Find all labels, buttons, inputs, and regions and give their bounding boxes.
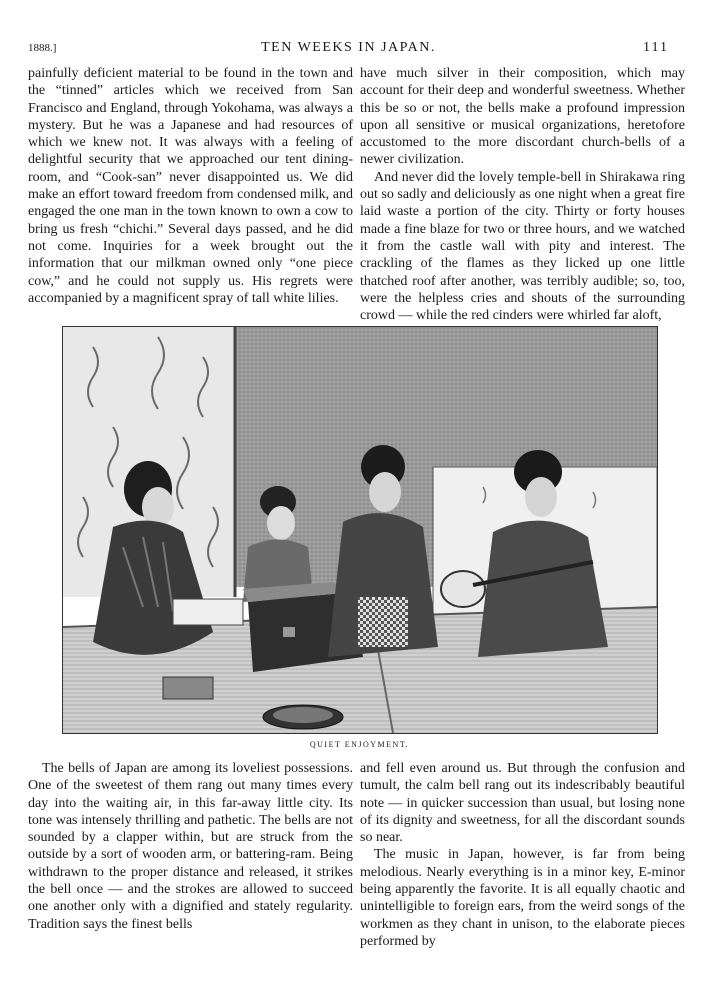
page-header [28, 38, 669, 58]
page-number: 111 [643, 40, 669, 55]
paragraph: The music in Japan, however, is far from being melodious. Nearly everything is in a minor key, E-minor being apparently the favorite. It is all equally chaotic and unintelligible to foreign ears, from the weird songs of the workmen as they chant in unison, to the elaborate pieces performed by [360, 847, 685, 949]
photo-engraving [63, 327, 657, 733]
paragraph: have much silver in their composition, which may account for their deep and wonderful sweetness. Whether this be so or not, the bells make a profound impression upon all sensitive or musical organizations, heretofore accustomed to the more discordant church-bells of a newer civilization. [360, 66, 685, 168]
running-title: TEN WEEKS IN JAPAN. [261, 40, 436, 55]
paragraph: and fell even around us. But through the confusion and tumult, the calm bell rang out its indescribably beautiful note — in quicker succession than usual, but losing none of its dignity and sweetness, for all the discordant sounds so near. [360, 761, 685, 846]
paragraph: painfully deficient material to be found in the town and the “tinned” articles which we received from San Francisco and England, through Yokohama, was always a mystery. But he was a Japanese and had resources of which we knew not. It was always with a feeling of delightful security that we approached our tent dining-room, and “Cook-san” never disappointed us. We did make an effort toward freedom from condensed milk, and engaged the one man in the town known to own a cow to bring us fresh “chichi.” Several days passed, and he did not come. Inquiries for a week brought out the information that our milkman owned only “one piece cow,” and he could not supply us. His regrets were accompanied by a magnificent spray of tall white lilies. [28, 66, 353, 306]
column-top-left [28, 65, 353, 307]
illustration-photo [62, 326, 658, 734]
column-bottom-left [28, 760, 353, 933]
figure-caption: QUIET ENJOYMENT. [309, 740, 410, 749]
column-bottom-right [360, 760, 685, 950]
issue-year: 1888.] [28, 42, 57, 54]
column-top-right [360, 65, 685, 324]
paragraph: The bells of Japan are among its loveliest possessions. One of the sweetest of them rang out many times every day into the waiting air, in this far-away little city. Its tone was intensely thrilling and pathetic. The bells are not sounded by a clapper within, but are struck from the outside by a sort of wooden arm, or battering-ram. Being withdrawn to the proper distance and released, it strikes the bell once — and the strokes are allowed to succeed one another only with a dignified and stately regularity. Tradition says the finest bells [28, 761, 353, 932]
paragraph: And never did the lovely temple-bell in Shirakawa ring out so sadly and deliciously as one night when a great fire laid waste a portion of the city. Thirty or forty houses made a fine blaze for two or three hours, and we watched it from the castle wall with pity and interest. The crackling of the flames as they licked up one little thatched roof after another, was terribly audible; so, too, were the helpless cries and shouts of the surrounding crowd — while the red cinders were whirled far aloft, [360, 169, 685, 324]
